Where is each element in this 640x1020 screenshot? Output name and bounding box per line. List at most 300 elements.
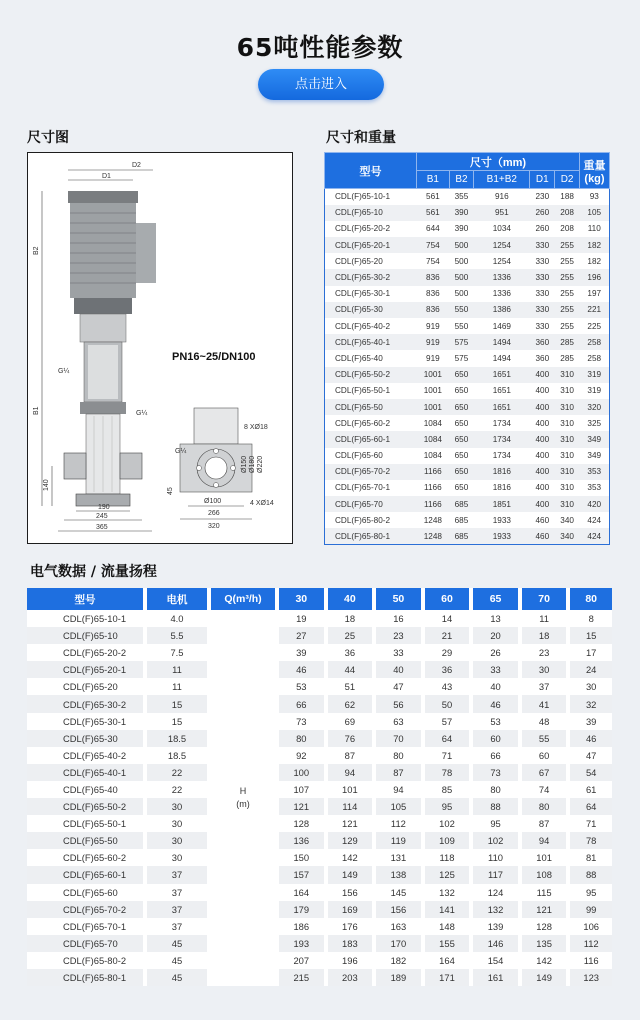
row-head-value: 25 (326, 627, 375, 644)
row-value: 1816 (474, 480, 530, 496)
terminal-box (136, 223, 156, 283)
dim-subheader: D2 (555, 171, 580, 189)
row-head-value: 196 (326, 952, 375, 969)
row-head-value: 128 (520, 918, 569, 935)
row-model: CDL(F)65-20-2 (325, 221, 417, 237)
row-value: 93 (580, 189, 610, 205)
row-model: CDL(F)65-40-1 (27, 764, 145, 781)
row-motor: 22 (145, 781, 209, 798)
row-head-value: 193 (277, 935, 326, 952)
row-head-value: 157 (277, 866, 326, 883)
row-value: 360 (530, 334, 555, 350)
row-head-value: 80 (520, 798, 569, 815)
row-head-value: 163 (374, 918, 423, 935)
row-head-value: 108 (520, 866, 569, 883)
row-value: 1034 (474, 221, 530, 237)
row-head-value: 16 (374, 610, 423, 627)
row-head-value: 102 (471, 832, 520, 849)
dim-100-label: Ø100 (204, 498, 222, 505)
row-head-value: 101 (326, 781, 375, 798)
row-value: 110 (580, 221, 610, 237)
row-motor: 11 (145, 661, 209, 678)
row-head-value: 136 (277, 832, 326, 849)
row-motor: 15 (145, 713, 209, 730)
row-head-value: 66 (471, 747, 520, 764)
row-head-value: 69 (326, 713, 375, 730)
row-value: 1734 (474, 431, 530, 447)
row-model: CDL(F)65-40-2 (325, 318, 417, 334)
table-row (325, 367, 610, 383)
row-head-value: 46 (568, 730, 612, 747)
dim-subheader: B1+B2 (474, 171, 530, 189)
row-value: 919 (417, 350, 450, 366)
row-head-value: 138 (374, 866, 423, 883)
row-head-value: 169 (326, 901, 375, 918)
row-value: 1166 (417, 464, 450, 480)
row-value: 390 (449, 205, 474, 221)
dim-g1-label: G¼ (58, 368, 70, 375)
row-head-value: 121 (520, 901, 569, 918)
row-head-value: 105 (374, 798, 423, 815)
row-head-value: 73 (471, 764, 520, 781)
drawing-section-title: 尺寸图 (27, 130, 69, 146)
row-value: 285 (555, 350, 580, 366)
row-value: 550 (449, 318, 474, 334)
flow-header-rate: 70 (520, 588, 569, 610)
row-head-value: 47 (374, 678, 423, 695)
row-value: 400 (530, 383, 555, 399)
row-head-value: 85 (423, 781, 472, 798)
row-head-value: 74 (520, 781, 569, 798)
row-head-value: 29 (423, 644, 472, 661)
row-value: 1248 (417, 512, 450, 528)
row-head-value: 55 (520, 730, 569, 747)
row-head-value: 60 (471, 730, 520, 747)
table-row (27, 952, 612, 969)
row-value: 650 (449, 399, 474, 415)
row-value: 754 (417, 237, 450, 253)
row-head-value: 150 (277, 849, 326, 866)
flow-table (27, 588, 612, 986)
row-head-value: 119 (374, 832, 423, 849)
row-head-value: 135 (520, 935, 569, 952)
row-value: 1734 (474, 448, 530, 464)
base-top-view (194, 408, 238, 444)
table-row (325, 205, 610, 221)
row-value: 424 (580, 512, 610, 528)
dim-header-model: 型号 (325, 153, 417, 189)
row-model: CDL(F)65-10-1 (27, 610, 145, 627)
row-motor: 4.0 (145, 610, 209, 627)
row-value: 836 (417, 286, 450, 302)
table-row (325, 399, 610, 415)
row-head-value: 87 (374, 764, 423, 781)
row-value: 319 (580, 367, 610, 383)
row-head-value: 148 (423, 918, 472, 935)
row-head-value: 171 (423, 969, 472, 986)
row-model: CDL(F)65-60 (325, 448, 417, 464)
table-row (325, 237, 610, 253)
row-head-value: 179 (277, 901, 326, 918)
row-value: 1254 (474, 237, 530, 253)
row-model: CDL(F)65-50-2 (27, 798, 145, 815)
row-value: 1336 (474, 269, 530, 285)
coupling (74, 298, 132, 314)
row-head-value: 18 (520, 627, 569, 644)
row-model: CDL(F)65-50 (325, 399, 417, 415)
row-head-value: 18 (326, 610, 375, 627)
row-head-value: 94 (374, 781, 423, 798)
row-head-value: 27 (277, 627, 326, 644)
row-head-value: 76 (326, 730, 375, 747)
row-head-value: 112 (568, 935, 612, 952)
row-value: 255 (555, 286, 580, 302)
row-value: 500 (449, 253, 474, 269)
row-head-value: 23 (374, 627, 423, 644)
row-head-value: 156 (326, 884, 375, 901)
row-value: 310 (555, 480, 580, 496)
row-head-value: 142 (520, 952, 569, 969)
row-head-value: 11 (520, 610, 569, 627)
row-value: 1734 (474, 415, 530, 431)
flow-header-rate: 50 (374, 588, 423, 610)
row-model: CDL(F)65-10-1 (325, 189, 417, 205)
dim-g2-label: G¼ (136, 410, 148, 417)
row-head-value: 156 (374, 901, 423, 918)
row-model: CDL(F)65-30-1 (27, 713, 145, 730)
row-value: 919 (417, 318, 450, 334)
row-value: 650 (449, 383, 474, 399)
row-value: 390 (449, 221, 474, 237)
row-head-value: 73 (277, 713, 326, 730)
row-head-value: 81 (568, 849, 612, 866)
row-head-value: 50 (423, 695, 472, 712)
row-head-value: 57 (423, 713, 472, 730)
table-row (27, 610, 612, 627)
row-head-value: 176 (326, 918, 375, 935)
row-value: 255 (555, 237, 580, 253)
row-head-value: 146 (471, 935, 520, 952)
row-value: 1001 (417, 383, 450, 399)
flow-header-rate: 60 (423, 588, 472, 610)
row-model: CDL(F)65-50-2 (325, 367, 417, 383)
row-head-value: 87 (326, 747, 375, 764)
row-head-value: 100 (277, 764, 326, 781)
row-value: 836 (417, 302, 450, 318)
table-row (325, 221, 610, 237)
table-row (27, 866, 612, 883)
table-row (325, 448, 610, 464)
row-head-value: 170 (374, 935, 423, 952)
row-head-value: 26 (471, 644, 520, 661)
row-model: CDL(F)65-40 (27, 781, 145, 798)
table-row (27, 798, 612, 815)
row-value: 400 (530, 480, 555, 496)
row-model: CDL(F)65-50-1 (27, 815, 145, 832)
dim-b1-label: B1 (33, 406, 40, 415)
dim-365-label: 365 (96, 524, 108, 531)
row-head-value: 131 (374, 849, 423, 866)
row-value: 650 (449, 431, 474, 447)
row-value: 208 (555, 205, 580, 221)
row-value: 1933 (474, 512, 530, 528)
coupling-guard (80, 314, 126, 342)
row-head-value: 33 (471, 661, 520, 678)
row-head-value: 95 (471, 815, 520, 832)
row-value: 1494 (474, 350, 530, 366)
page-title: 65吨性能参数 (236, 33, 404, 62)
row-value: 260 (530, 221, 555, 237)
row-head-value: 132 (471, 901, 520, 918)
table-row (325, 269, 610, 285)
table-row (325, 253, 610, 269)
row-value: 340 (555, 512, 580, 528)
row-motor: 37 (145, 884, 209, 901)
row-head-value: 67 (520, 764, 569, 781)
row-value: 105 (580, 205, 610, 221)
row-motor: 7.5 (145, 644, 209, 661)
row-value: 550 (449, 302, 474, 318)
row-head-value: 94 (520, 832, 569, 849)
row-value: 340 (555, 528, 580, 544)
row-value: 644 (417, 221, 450, 237)
row-value: 400 (530, 448, 555, 464)
row-head-value: 129 (326, 832, 375, 849)
row-value: 1001 (417, 399, 450, 415)
row-head-value: 17 (568, 644, 612, 661)
row-model: CDL(F)65-30 (325, 302, 417, 318)
row-head-value: 182 (374, 952, 423, 969)
row-value: 1816 (474, 464, 530, 480)
table-row (325, 512, 610, 528)
row-head-value: 121 (326, 815, 375, 832)
row-value: 685 (449, 528, 474, 544)
dim-d2-label: D2 (132, 162, 141, 169)
row-head-value: 71 (568, 815, 612, 832)
dim-subheader: B1 (417, 171, 450, 189)
row-head-value: 106 (568, 918, 612, 935)
row-head-value: 46 (277, 661, 326, 678)
row-head-value: 99 (568, 901, 612, 918)
table-row (325, 415, 610, 431)
row-head-value: 164 (423, 952, 472, 969)
dim-245-label: 245 (96, 513, 108, 520)
row-motor: 30 (145, 815, 209, 832)
row-head-value: 145 (374, 884, 423, 901)
dim-header-weight: 重量(kg) (580, 153, 610, 189)
row-model: CDL(F)65-60-2 (325, 415, 417, 431)
row-head-value: 102 (423, 815, 472, 832)
row-head-value: 189 (374, 969, 423, 986)
row-value: 221 (580, 302, 610, 318)
table-row (325, 431, 610, 447)
row-model: CDL(F)65-70 (325, 496, 417, 512)
row-head-value: 155 (423, 935, 472, 952)
row-value: 360 (530, 350, 555, 366)
flow-table-section-title: 电气数据 / 流量扬程 (30, 564, 157, 580)
row-value: 575 (449, 350, 474, 366)
row-value: 1651 (474, 383, 530, 399)
row-value: 400 (530, 464, 555, 480)
pressure-label: PN16~25/DN100 (172, 351, 256, 363)
row-motor: 37 (145, 866, 209, 883)
row-head-value: 66 (277, 695, 326, 712)
row-value: 1254 (474, 253, 530, 269)
row-value: 196 (580, 269, 610, 285)
row-head-value: 112 (374, 815, 423, 832)
table-row (27, 713, 612, 730)
table-row (27, 730, 612, 747)
row-model: CDL(F)65-30 (27, 730, 145, 747)
table-row (27, 935, 612, 952)
row-head-value: 116 (568, 952, 612, 969)
row-value: 836 (417, 269, 450, 285)
row-head-value: 118 (423, 849, 472, 866)
row-value: 255 (555, 253, 580, 269)
row-head-value: 80 (277, 730, 326, 747)
row-model: CDL(F)65-80-1 (325, 528, 417, 544)
row-head-value: 88 (471, 798, 520, 815)
row-model: CDL(F)65-80-2 (325, 512, 417, 528)
row-head-value: 94 (326, 764, 375, 781)
row-value: 330 (530, 269, 555, 285)
row-value: 255 (555, 302, 580, 318)
row-value: 310 (555, 367, 580, 383)
dim-subheader: B2 (449, 171, 474, 189)
row-motor: 22 (145, 764, 209, 781)
row-value: 1651 (474, 399, 530, 415)
motor-cap (68, 191, 138, 203)
row-value: 400 (530, 431, 555, 447)
dim-45-label: 45 (167, 487, 174, 495)
row-head-value: 183 (326, 935, 375, 952)
row-head-value: 115 (520, 884, 569, 901)
row-value: 330 (530, 237, 555, 253)
row-model: CDL(F)65-10 (27, 627, 145, 644)
row-motor: 37 (145, 901, 209, 918)
outlet-flange (120, 453, 142, 479)
flow-header-rate: 65 (471, 588, 520, 610)
head-label: H (239, 786, 247, 797)
table-row (27, 781, 612, 798)
row-motor: 18.5 (145, 730, 209, 747)
row-model: CDL(F)65-70 (27, 935, 145, 952)
row-model: CDL(F)65-70-1 (27, 918, 145, 935)
table-row (325, 302, 610, 318)
row-model: CDL(F)65-30-2 (27, 695, 145, 712)
row-head-value: 54 (568, 764, 612, 781)
table-row (325, 350, 610, 366)
row-motor: 30 (145, 832, 209, 849)
row-head-value: 71 (423, 747, 472, 764)
row-head-value: 109 (423, 832, 472, 849)
table-row (27, 764, 612, 781)
row-head-value: 149 (520, 969, 569, 986)
row-head-value: 23 (520, 644, 569, 661)
row-value: 353 (580, 480, 610, 496)
row-value: 330 (530, 318, 555, 334)
row-model: CDL(F)65-20-2 (27, 644, 145, 661)
dim-subheader: D1 (530, 171, 555, 189)
row-head-value: 40 (471, 678, 520, 695)
row-value: 225 (580, 318, 610, 334)
flow-header-motor: 电机 (145, 588, 209, 610)
row-model: CDL(F)65-20-1 (27, 661, 145, 678)
table-row (325, 318, 610, 334)
dim-220-label: Ø220 (257, 455, 264, 473)
row-model: CDL(F)65-20-1 (325, 237, 417, 253)
row-model: CDL(F)65-70-2 (27, 901, 145, 918)
table-row (325, 464, 610, 480)
row-head-value: 36 (423, 661, 472, 678)
row-head-value: 186 (277, 918, 326, 935)
row-motor: 30 (145, 849, 209, 866)
row-value: 1336 (474, 286, 530, 302)
row-head-value: 19 (277, 610, 326, 627)
row-head-value: 164 (277, 884, 326, 901)
row-head-value: 101 (520, 849, 569, 866)
row-head-value: 51 (326, 678, 375, 695)
row-head-value: 48 (520, 713, 569, 730)
row-head-value: 88 (568, 866, 612, 883)
row-head-value: 207 (277, 952, 326, 969)
row-value: 424 (580, 528, 610, 544)
row-value: 1084 (417, 448, 450, 464)
table-row (27, 849, 612, 866)
row-motor: 45 (145, 952, 209, 969)
row-head-value: 44 (326, 661, 375, 678)
row-head-value: 64 (568, 798, 612, 815)
row-value: 1494 (474, 334, 530, 350)
row-head-value: 56 (374, 695, 423, 712)
row-value: 255 (555, 318, 580, 334)
row-value: 500 (449, 269, 474, 285)
row-head-value: 30 (568, 678, 612, 695)
dim-140-label: 140 (43, 479, 50, 491)
row-value: 500 (449, 237, 474, 253)
row-value: 460 (530, 528, 555, 544)
row-head-value: 24 (568, 661, 612, 678)
row-value: 500 (449, 286, 474, 302)
table-row (27, 644, 612, 661)
row-head-value: 37 (520, 678, 569, 695)
row-head-value: 95 (568, 884, 612, 901)
row-head-value: 13 (471, 610, 520, 627)
row-motor: 45 (145, 935, 209, 952)
row-head-value: 41 (520, 695, 569, 712)
row-model: CDL(F)65-30-2 (325, 269, 417, 285)
table-row (27, 918, 612, 935)
row-head-value: 46 (471, 695, 520, 712)
row-value: 258 (580, 350, 610, 366)
dim-190-label: 190 (98, 504, 110, 511)
table-row (325, 383, 610, 399)
row-head-value: 36 (326, 644, 375, 661)
head-unit-label (209, 610, 277, 986)
motor-body (70, 203, 136, 298)
row-value: 230 (530, 189, 555, 205)
row-value: 320 (580, 399, 610, 415)
row-value: 1084 (417, 431, 450, 447)
table-row (27, 832, 612, 849)
row-head-value: 70 (374, 730, 423, 747)
row-motor: 11 (145, 678, 209, 695)
enter-button[interactable]: 点击进入 (258, 69, 384, 100)
row-head-value: 154 (471, 952, 520, 969)
row-motor: 5.5 (145, 627, 209, 644)
row-value: 182 (580, 237, 610, 253)
row-value: 650 (449, 480, 474, 496)
